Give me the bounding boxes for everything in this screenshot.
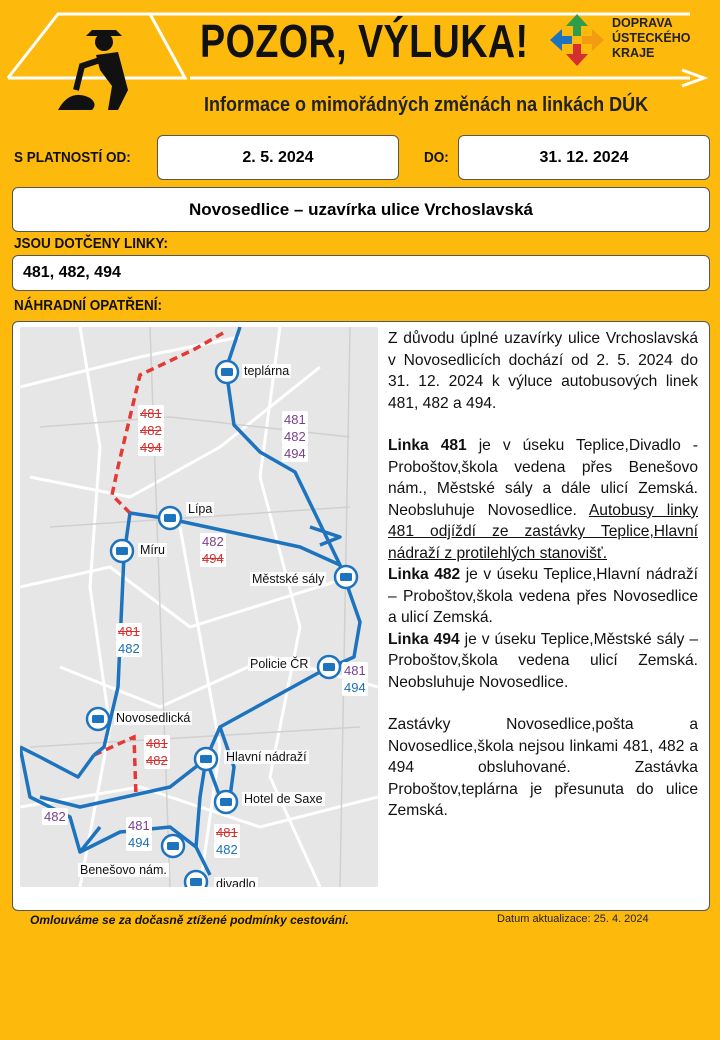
valid-to-value: 31. 12. 2024 bbox=[458, 135, 710, 180]
valid-from-label: S PLATNOSTÍ OD: bbox=[14, 149, 131, 166]
line-482: 482 bbox=[202, 534, 224, 549]
intro-paragraph: Z důvodu úplné uzavírky ulice Vrchoslavská v Novosedlicích dochází od 2. 5. 2024 do 31. 12. 2024 k výluce autobusových linek 481, 482 a 494. bbox=[388, 330, 698, 412]
line-482-heading: Linka 482 bbox=[388, 566, 461, 583]
line-494-cancelled: 494 bbox=[140, 440, 162, 455]
line-label-group bbox=[342, 662, 368, 696]
valid-from-value: 2. 5. 2024 bbox=[157, 135, 399, 180]
line-494: 494 bbox=[284, 446, 306, 461]
stop-miru: Míru bbox=[140, 543, 165, 557]
line-494-paragraph bbox=[388, 629, 698, 694]
line-482: 482 bbox=[216, 842, 238, 857]
valid-to-label: DO: bbox=[424, 149, 449, 166]
detour-map bbox=[20, 327, 378, 887]
line-481-heading: Linka 481 bbox=[388, 437, 467, 454]
stop-mestske-saly: Městské sály bbox=[252, 572, 325, 586]
stop-novosedlicka: Novosedlická bbox=[116, 711, 191, 725]
stop-divadlo: divadlo bbox=[214, 877, 258, 887]
notice-title: Novosedlice – uzavírka ulice Vrchoslavská bbox=[12, 187, 710, 232]
page-title: POZOR, VÝLUKA! bbox=[200, 15, 529, 67]
line-label-group bbox=[214, 824, 240, 858]
line-label-group bbox=[116, 623, 142, 657]
line-481: 481 bbox=[128, 818, 150, 833]
line-482-paragraph bbox=[388, 564, 698, 629]
measures-label: NÁHRADNÍ OPATŘENÍ: bbox=[14, 297, 162, 314]
stop-benesovo: Benešovo nám. bbox=[80, 863, 167, 877]
line-481-paragraph bbox=[388, 435, 698, 564]
line-494: 494 bbox=[128, 835, 150, 850]
stop-hotel: Hotel de Saxe bbox=[244, 792, 323, 806]
line-481-note: Autobusy linky 481 odjíždí ze zastávky Teplice,Hlavní nádraží z protilehlých stanovišť. bbox=[388, 501, 698, 562]
measures-text bbox=[388, 328, 698, 822]
line-494-text: je v úseku Teplice,Městské sály – Proboštov,škola vedena ulicí Zemská. Neobsluhuje Novosedlice. bbox=[388, 630, 699, 691]
apology-note: Omlouváme se za dočasně ztížené podmínky cestování. bbox=[30, 913, 349, 927]
line-label-group bbox=[282, 411, 308, 462]
line-482: 482 bbox=[44, 809, 66, 824]
stop-hlavni-nadrazi: Hlavní nádraží bbox=[226, 750, 307, 764]
stop-lipa: Lípa bbox=[188, 502, 213, 516]
line-481-cancelled: 481 bbox=[118, 624, 140, 639]
line-482: 482 bbox=[284, 429, 306, 444]
stop-teplarna: teplárna bbox=[244, 364, 290, 378]
line-481-cancelled: 481 bbox=[216, 825, 238, 840]
line-label-group bbox=[144, 735, 170, 769]
line-494: 494 bbox=[344, 680, 366, 695]
line-label-group bbox=[126, 817, 152, 851]
line-481: 481 bbox=[344, 663, 366, 678]
line-494-cancelled: 494 bbox=[202, 551, 224, 566]
stop-policie: Policie ČR bbox=[250, 657, 309, 671]
line-482-text: je v úseku Teplice,Hlavní nádraží – Proboštov,škola vedena přes Novosedlice a ulicí Zemská. bbox=[388, 566, 698, 626]
brand-line: ÚSTECKÉHO bbox=[612, 31, 691, 45]
worker-icon bbox=[58, 30, 128, 110]
line-481-text: je v úseku Teplice,Divadlo - Proboštov,škola vedena přes Benešovo nám., Městské sály a dále ulicí Zemská. Neobsluhuje Novosedlice. bbox=[388, 437, 698, 519]
brand-name bbox=[612, 16, 690, 61]
duk-logo-icon bbox=[548, 12, 606, 68]
line-482-cancelled: 482 bbox=[140, 423, 162, 438]
brand-line: DOPRAVA bbox=[612, 16, 673, 30]
line-481-cancelled: 481 bbox=[146, 736, 168, 751]
line-494-heading: Linka 494 bbox=[388, 630, 460, 648]
stops-paragraph: Zastávky Novosedlice,pošta a Novosedlice,škola nejsou linkami 481, 482 a 494 obsluhované. Zastávka Proboštov,teplárna je přesunuta do ulice Zemská. bbox=[388, 716, 698, 819]
line-482-cancelled: 482 bbox=[146, 753, 168, 768]
affected-lines-value: 481, 482, 494 bbox=[12, 255, 710, 291]
brand-line: KRAJE bbox=[612, 46, 655, 60]
page-subtitle: Informace o mimořádných změnách na linkách DÚK bbox=[204, 94, 649, 116]
line-label-group bbox=[42, 808, 68, 825]
line-482: 482 bbox=[118, 641, 140, 656]
affected-lines-label: JSOU DOTČENY LINKY: bbox=[14, 235, 169, 252]
line-481: 481 bbox=[284, 412, 306, 427]
line-label-group bbox=[200, 533, 226, 567]
update-date: Datum aktualizace: 25. 4. 2024 bbox=[497, 913, 649, 925]
line-481-cancelled: 481 bbox=[140, 406, 162, 421]
line-label-group bbox=[138, 405, 164, 456]
